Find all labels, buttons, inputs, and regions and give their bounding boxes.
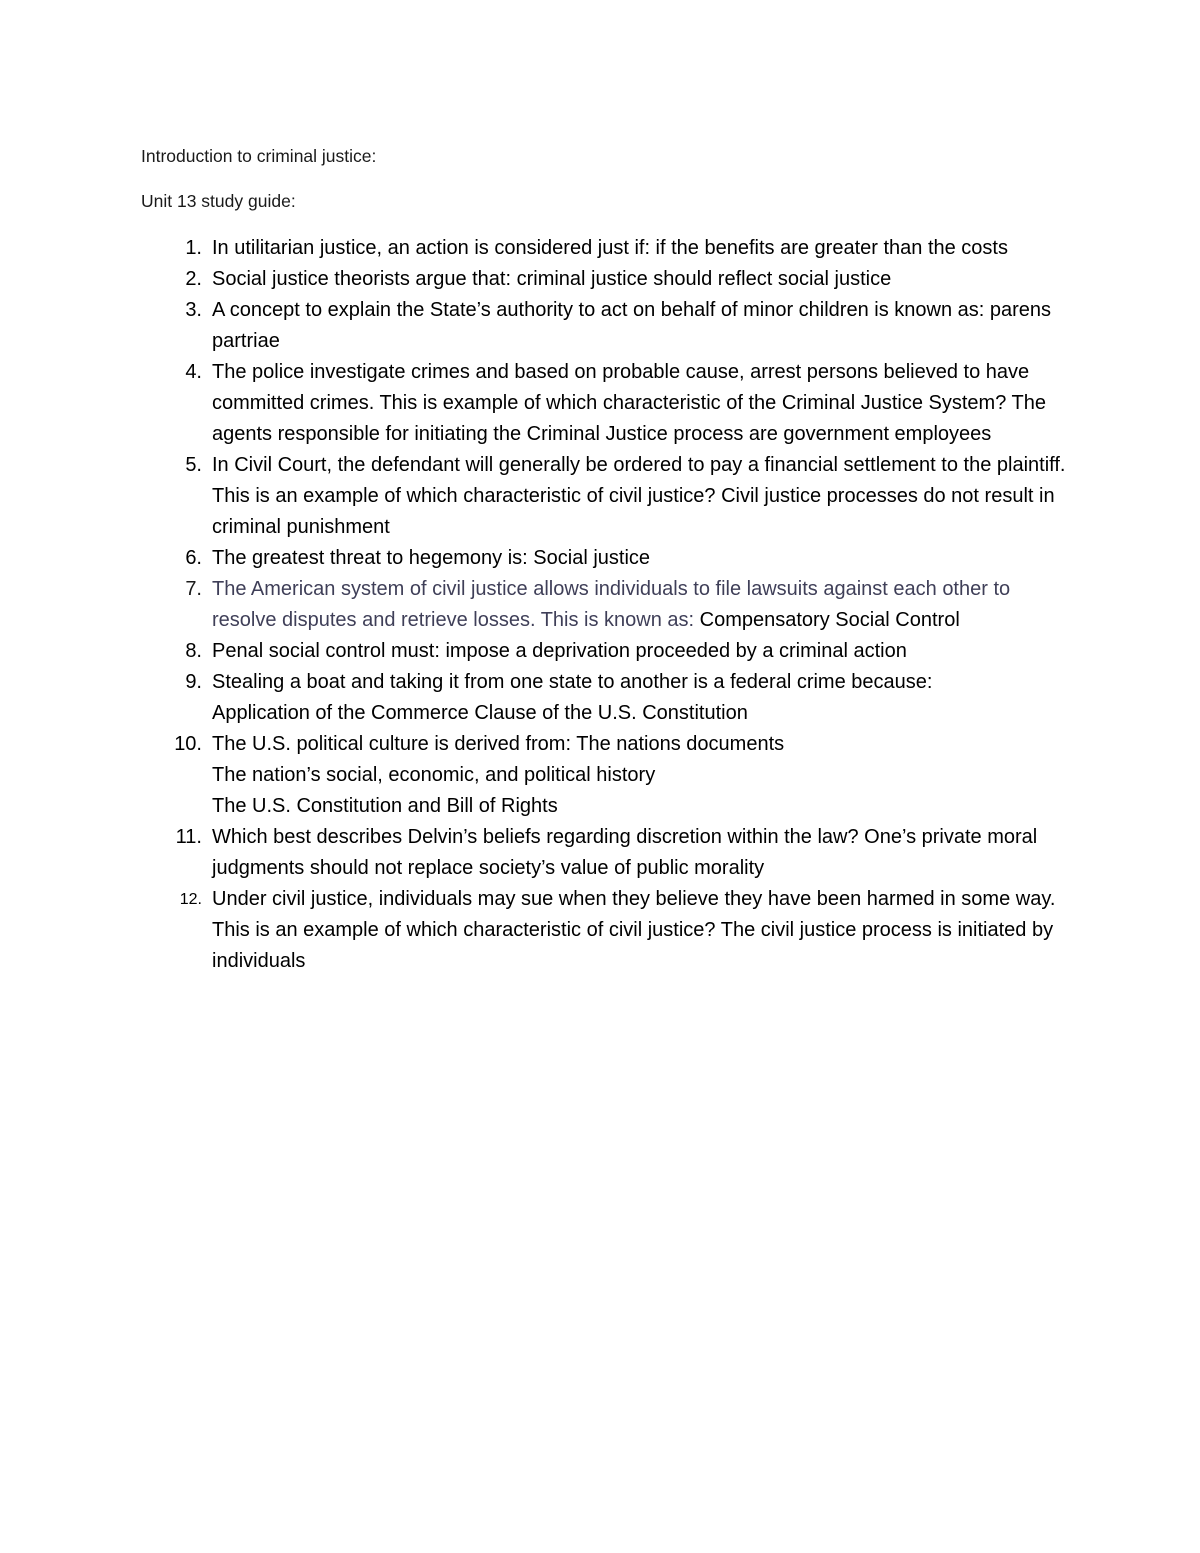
- list-item: [150, 357, 1070, 450]
- item-number: 9.: [185, 671, 202, 693]
- item-answer: One’s private moral judgments should not replace society’s value of public morality: [212, 826, 1038, 879]
- item-text: [212, 822, 1070, 884]
- list-item: [150, 574, 1070, 636]
- item-answer-extra: The U.S. Constitution and Bill of Rights: [212, 795, 558, 817]
- list-item: [150, 822, 1070, 884]
- item-question: Which best describes Delvin’s beliefs regarding discretion within the law?: [212, 826, 859, 848]
- item-number: 4.: [185, 361, 202, 383]
- item-question: The police investigate crimes and based on probable cause, arrest persons believed to have committed crimes. This is example of which characteristic of the Criminal Justice System?: [212, 361, 1030, 414]
- item-number: 3.: [185, 299, 202, 321]
- item-answer: The nations documents: [571, 733, 785, 755]
- item-question: In Civil Court, the defendant will generally be ordered to pay a financial settlement to the plaintiff. This is an example of which characteristic of civil justice?: [212, 454, 1066, 507]
- item-answer: if the benefits are greater than the costs: [650, 237, 1008, 259]
- item-text: [212, 543, 1070, 574]
- list-item: [150, 729, 1070, 822]
- item-question: The American system of civil justice allows individuals to file lawsuits against each other to resolve disputes and retrieve losses. This is known as:: [212, 578, 1011, 631]
- item-answer: Application of the Commerce Clause of the U.S. Constitution: [212, 702, 748, 724]
- item-number: 5.: [185, 454, 202, 476]
- item-question-line: [212, 729, 1070, 760]
- item-question: Under civil justice, individuals may sue when they believe they have been harmed in some way. This is an example of which characteristic of civil justice?: [212, 888, 1056, 941]
- item-answer: Civil justice processes do not result in criminal punishment: [212, 485, 1055, 538]
- document-title: Introduction to criminal justice:: [141, 146, 377, 166]
- item-question: Stealing a boat and taking it from one state to another is a federal crime because:: [212, 671, 933, 693]
- item-answer-extra: The nation’s social, economic, and political history: [212, 764, 656, 786]
- item-question: Penal social control must:: [212, 640, 440, 662]
- item-number: 6.: [185, 547, 202, 569]
- item-answer: Social justice: [527, 547, 651, 569]
- list-item: [150, 543, 1070, 574]
- item-text: [212, 450, 1070, 543]
- item-text: [212, 264, 1070, 295]
- item-answer: The agents responsible for initiating the Criminal Justice process are government employees: [212, 392, 1046, 445]
- item-text: [212, 357, 1070, 450]
- list-item: [150, 667, 1070, 729]
- item-question: A concept to explain the State’s authority to act on behalf of minor children is known as:: [212, 299, 985, 321]
- list-item: [150, 884, 1070, 977]
- item-number: 7.: [185, 578, 202, 600]
- item-text: [212, 667, 1070, 729]
- item-answer: criminal justice should reflect social justice: [511, 268, 892, 290]
- item-number: 10.: [174, 733, 202, 755]
- item-text: [212, 729, 1070, 822]
- item-number: 11.: [175, 826, 202, 848]
- item-number: 12.: [179, 891, 202, 908]
- item-text: [212, 233, 1070, 264]
- item-question: The greatest threat to hegemony is:: [212, 547, 528, 569]
- item-number: 2.: [185, 268, 202, 290]
- study-guide-list: [150, 233, 1070, 977]
- item-number: 1.: [185, 237, 202, 259]
- item-question: The U.S. political culture is derived from:: [212, 733, 572, 755]
- item-question: In utilitarian justice, an action is considered just if:: [212, 237, 650, 259]
- document-subtitle: Unit 13 study guide:: [141, 191, 296, 211]
- item-number: 8.: [185, 640, 202, 662]
- item-text: [212, 884, 1070, 977]
- list-item: [150, 295, 1070, 357]
- list-item: [150, 636, 1070, 667]
- item-answer: parens partriae: [212, 299, 1052, 352]
- list-item: [150, 233, 1070, 264]
- item-answer: impose a deprivation proceeded by a criminal action: [439, 640, 907, 662]
- list-item: [150, 450, 1070, 543]
- item-text: [212, 574, 1070, 636]
- item-answer: Compensatory Social Control: [694, 609, 960, 631]
- item-answer: The civil justice process is initiated by individuals: [212, 919, 1054, 972]
- item-question: Social justice theorists argue that:: [212, 268, 512, 290]
- item-text: [212, 295, 1070, 357]
- list-item: [150, 264, 1070, 295]
- item-text: [212, 636, 1070, 667]
